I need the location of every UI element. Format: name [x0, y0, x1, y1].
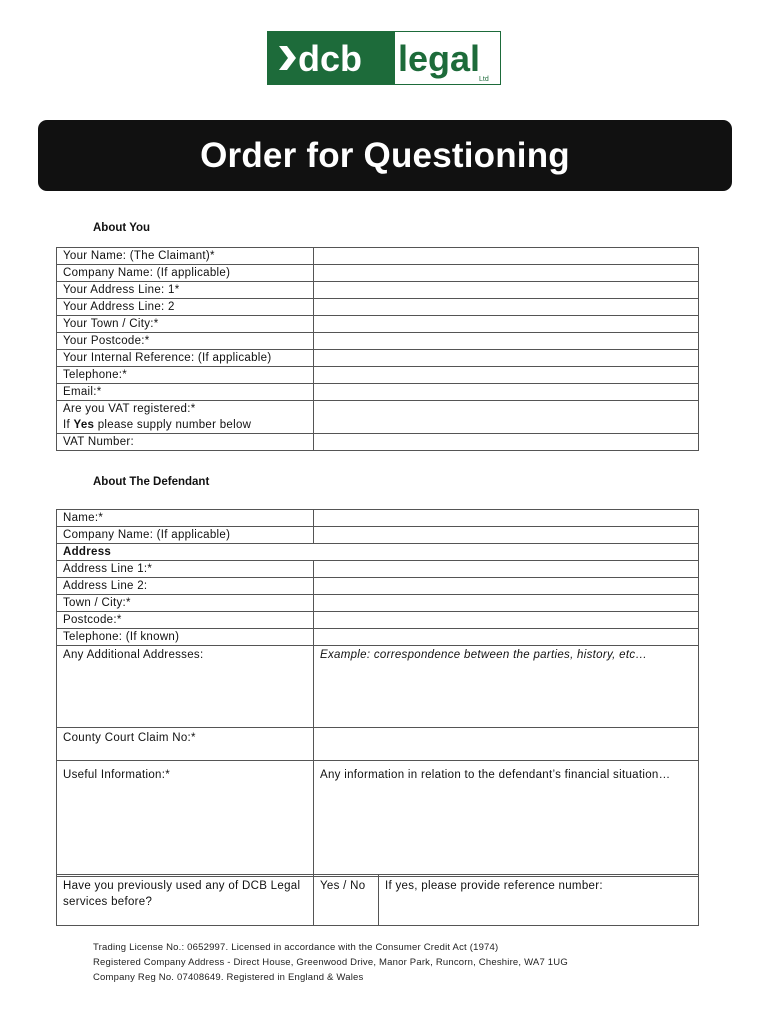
table-row [57, 510, 699, 527]
field-label: Your Address Line: 2 [57, 299, 314, 316]
table-row [57, 265, 699, 282]
field-label: Town / City:* [57, 595, 314, 612]
table-row [57, 333, 699, 350]
previous-usage-table [56, 874, 699, 926]
vat-line2-pre: If [63, 419, 74, 431]
vat-line2-bold: Yes [73, 419, 95, 431]
vat-registered-label [57, 401, 314, 434]
table-row [57, 299, 699, 316]
table-row [57, 282, 699, 299]
field-label: Your Internal Reference: (If applicable) [57, 350, 314, 367]
about-you-heading: About You [93, 222, 151, 234]
vat-registered-input[interactable] [314, 401, 699, 434]
logo-text-ltd: Ltd [479, 76, 489, 83]
table-row [57, 761, 699, 877]
vat-line1: Are you VAT registered:* [63, 403, 196, 415]
dcb-legal-logo [267, 31, 501, 85]
field-label: Any Additional Addresses: [57, 646, 314, 728]
defendant-town-input[interactable] [314, 595, 699, 612]
field-label: VAT Number: [57, 434, 314, 451]
field-label: Name:* [57, 510, 314, 527]
field-label: County Court Claim No:* [57, 728, 314, 761]
useful-information-input[interactable]: Any information in relation to the defendant’s financial situation… [314, 761, 699, 877]
table-row [57, 578, 699, 595]
defendant-name-input[interactable] [314, 510, 699, 527]
reference-number-input[interactable]: If yes, please provide reference number: [379, 875, 699, 926]
table-row [57, 350, 699, 367]
defendant-company-input[interactable] [314, 527, 699, 544]
table-row [57, 527, 699, 544]
table-row [57, 248, 699, 265]
field-label: Address Line 1:* [57, 561, 314, 578]
field-label: Telephone: (If known) [57, 629, 314, 646]
field-label: Company Name: (If applicable) [57, 265, 314, 282]
field-label: Postcode:* [57, 612, 314, 629]
defendant-postcode-input[interactable] [314, 612, 699, 629]
field-label: Address Line 2: [57, 578, 314, 595]
field-label: Have you previously used any of DCB Legal services before? [57, 875, 314, 926]
table-row [57, 728, 699, 761]
table-row [57, 595, 699, 612]
title-banner [38, 120, 732, 191]
yes-no-selector[interactable]: Yes / No [314, 875, 379, 926]
defendant-address2-input[interactable] [314, 578, 699, 595]
footer-line: Registered Company Address - Direct House, Greenwood Drive, Manor Park, Runcorn, Cheshire, WA7 1UG [93, 957, 568, 968]
field-label: Telephone:* [57, 367, 314, 384]
field-label: Your Address Line: 1* [57, 282, 314, 299]
table-row [57, 316, 699, 333]
defendant-telephone-input[interactable] [314, 629, 699, 646]
about-you-table [56, 247, 699, 451]
field-label: Your Town / City:* [57, 316, 314, 333]
claim-number-input[interactable] [314, 728, 699, 761]
field-label: Your Name: (The Claimant)* [57, 248, 314, 265]
vat-line2-post: please supply number below [94, 419, 252, 431]
footer-line: Company Reg No. 07408649. Registered in England & Wales [93, 972, 364, 983]
table-row [57, 434, 699, 451]
table-row [57, 646, 699, 728]
table-row [57, 875, 699, 926]
address-line1-input[interactable] [314, 282, 699, 299]
table-row [57, 612, 699, 629]
logo-text-legal: legal [398, 38, 481, 79]
email-input[interactable] [314, 384, 699, 401]
address-line2-input[interactable] [314, 299, 699, 316]
table-row [57, 629, 699, 646]
defendant-heading: About The Defendant [93, 476, 210, 488]
additional-addresses-input[interactable]: Example: correspondence between the parties, history, etc… [314, 646, 699, 728]
address-section-label: Address [57, 544, 699, 561]
table-row [57, 544, 699, 561]
town-city-input[interactable] [314, 316, 699, 333]
field-label: Useful Information:* [57, 761, 314, 877]
logo-text-dcb: dcb [298, 38, 363, 79]
footer [93, 940, 568, 985]
table-row [57, 384, 699, 401]
claimant-name-input[interactable] [314, 248, 699, 265]
telephone-input[interactable] [314, 367, 699, 384]
table-row [57, 401, 699, 434]
field-label: Company Name: (If applicable) [57, 527, 314, 544]
postcode-input[interactable] [314, 333, 699, 350]
vat-number-input[interactable] [314, 434, 699, 451]
table-row [57, 561, 699, 578]
defendant-table [56, 509, 699, 877]
field-label: Email:* [57, 384, 314, 401]
page-title: Order for Questioning [200, 136, 570, 175]
table-row [57, 367, 699, 384]
field-label: Your Postcode:* [57, 333, 314, 350]
footer-line: Trading License No.: 0652997. Licensed in accordance with the Consumer Credit Act (1974) [93, 942, 499, 953]
defendant-address1-input[interactable] [314, 561, 699, 578]
company-name-input[interactable] [314, 265, 699, 282]
internal-reference-input[interactable] [314, 350, 699, 367]
